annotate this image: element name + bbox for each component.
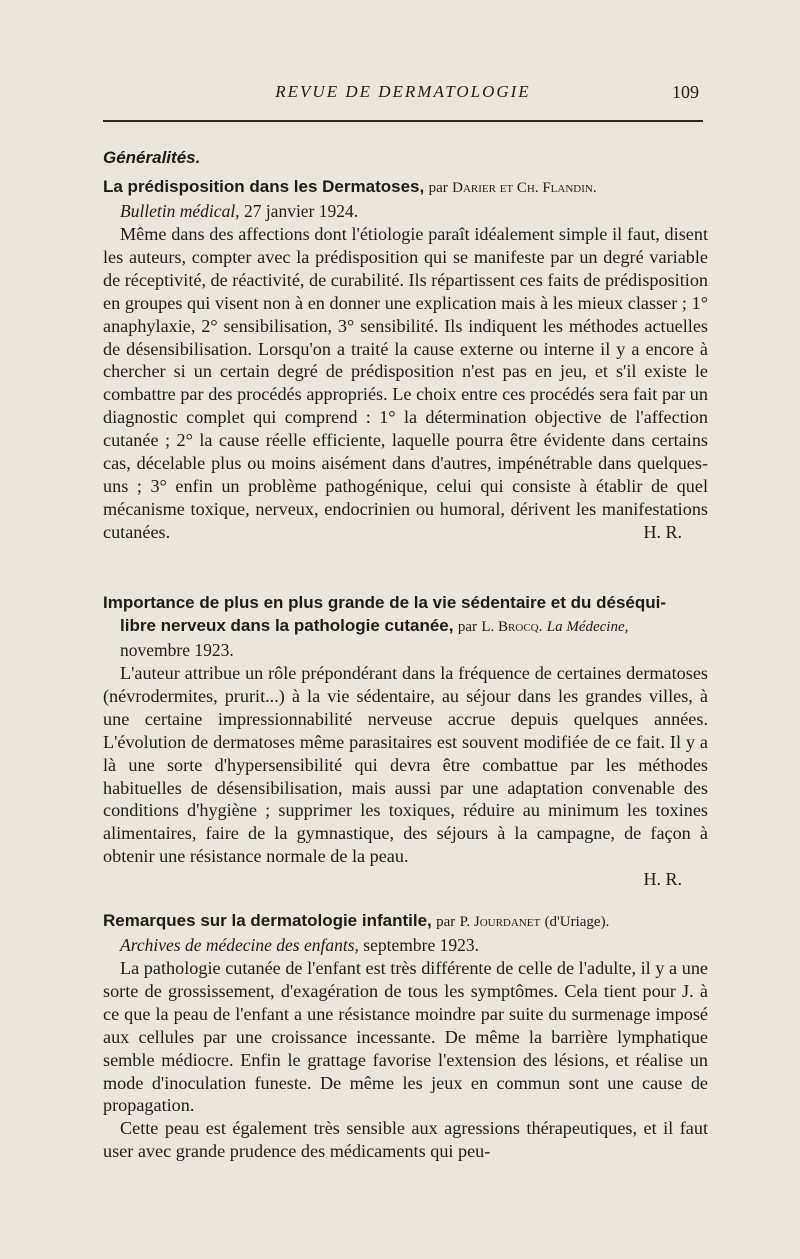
source-journal: Bulletin médical, [120, 201, 240, 221]
section-heading: Généralités. [103, 148, 201, 167]
article-source [103, 639, 708, 662]
article-author: L. Brocq. [481, 619, 543, 635]
source-date: septembre 1923. [363, 935, 479, 955]
article-paragraph: La pathologie cutanée de l'enfant est très différente de celle de l'adulte, il y a une sorte de grossissement, d'exagération de tous les symptômes. Cela tient pour J. à ce que la peau de l'enfant a une résistance moindre par suite du surmenage imposé aux cellules par une croissance incessante. De même la barrière lymphatique semble médiocre. Enfin le grattage favorise l'extension des lésions, et réalise un mode d'inoculation funeste. De même les jeux en commun sont une cause de propagation. [103, 958, 708, 1116]
article-predisposition [103, 175, 708, 544]
article-title: La prédisposition dans les Dermatoses, [103, 177, 425, 196]
article-title-line-1: Importance de plus en plus grande de la vie sédentaire et du déséqui- [103, 593, 667, 612]
source-date: 27 janvier 1924. [243, 201, 359, 221]
article-author-place: (d'Uriage). [544, 914, 610, 930]
article-signature: H. R. [643, 869, 682, 890]
article-source [103, 200, 708, 223]
article-paragraph: Même dans des affections dont l'étiologie paraît idéalement simple il faut, disent les auteurs, compter avec la prédisposition qui se manifeste par un degré variable de réceptivité, de réactivité, de curabilité. Ils répartissent ces faits de prédisposition en groupes qui visent non à en donner une explication mais à les mieux classer ; 1° anaphylaxie, 2° sensibilisation, 3° sensibilité. Ils indiquent les méthodes actuelles de désensibilisation. Lorsqu'on a traité la cause externe ou interne il y a encore à chercher si un certain degré de prédisposition n'est pas en jeu, et s'il existe le combattre par des procédés appropriés. Le choix entre ces procédés sera fait par un diagnostic complet qui comprend : 1° la détermination objective de l'affection cutanée ; 2° la cause réelle efficiente, laquelle pourra être évidente dans certains cas, décelable plus ou moins aisément dans d'autres, impénétrable dans quelques-uns ; 3° enfin un problème pathogénique, celui qui consiste à établir de quel mécanisme toxique, nerveux, endocrinien ou humoral, dérivent les manifestations cutanées. [103, 224, 709, 542]
article-author: Darier et Ch. Flandin. [452, 180, 597, 196]
page-number: 109 [672, 82, 699, 102]
article-vie-sedentaire [103, 591, 708, 891]
article-by: par [436, 914, 456, 930]
article-author: P. Jourdanet [459, 914, 541, 930]
article-title-line-2: libre nerveux dans la pathologie cutanée, [120, 616, 454, 635]
article-title: Remarques sur la dermatologie infantile, [103, 911, 432, 930]
source-journal: La Médecine, [546, 619, 629, 635]
running-title: REVUE DE DERMATOLOGIE [275, 82, 531, 101]
article-title-line [103, 175, 708, 200]
running-header [103, 82, 703, 108]
source-date: novembre 1923. [120, 640, 234, 660]
article-title-line [103, 591, 708, 639]
article-paragraph: L'auteur attribue un rôle prépondérant dans la fréquence de certaines dermatoses (névrodermites, prurit...) à la vie sédentaire, au séjour dans les grandes villes, à une certaine impressionnabilité nerveuse accrue depuis quelques années. L'évolution de dermatoses même parasitaires est souvent modifiée de ce fait. Il y a là une sorte d'hypersensibilité qui devra être combattue par les méthodes habituelles de désensibilisation, mais aussi par une adaptation convenable des conditions d'hygiène ; supprimer les toxiques, réduire au minimum les toxines alimentaires, faire de la gymnastique, des séjours à la campagne, de façon à obtenir une résistance normale de la peau. [103, 663, 708, 867]
article-source [103, 934, 708, 957]
article-by: par [428, 180, 448, 196]
article-by: par [457, 619, 478, 635]
header-rule [103, 120, 703, 122]
article-title-line [103, 909, 708, 934]
article-paragraph: Cette peau est également très sensible aux agressions thérapeutiques, et il faut user avec grande prudence des médicaments qui peu- [103, 1118, 708, 1162]
source-journal: Archives de médecine des enfants, [120, 935, 359, 955]
article-dermatologie-infantile [103, 909, 708, 1163]
article-signature: H. R. [643, 521, 682, 542]
